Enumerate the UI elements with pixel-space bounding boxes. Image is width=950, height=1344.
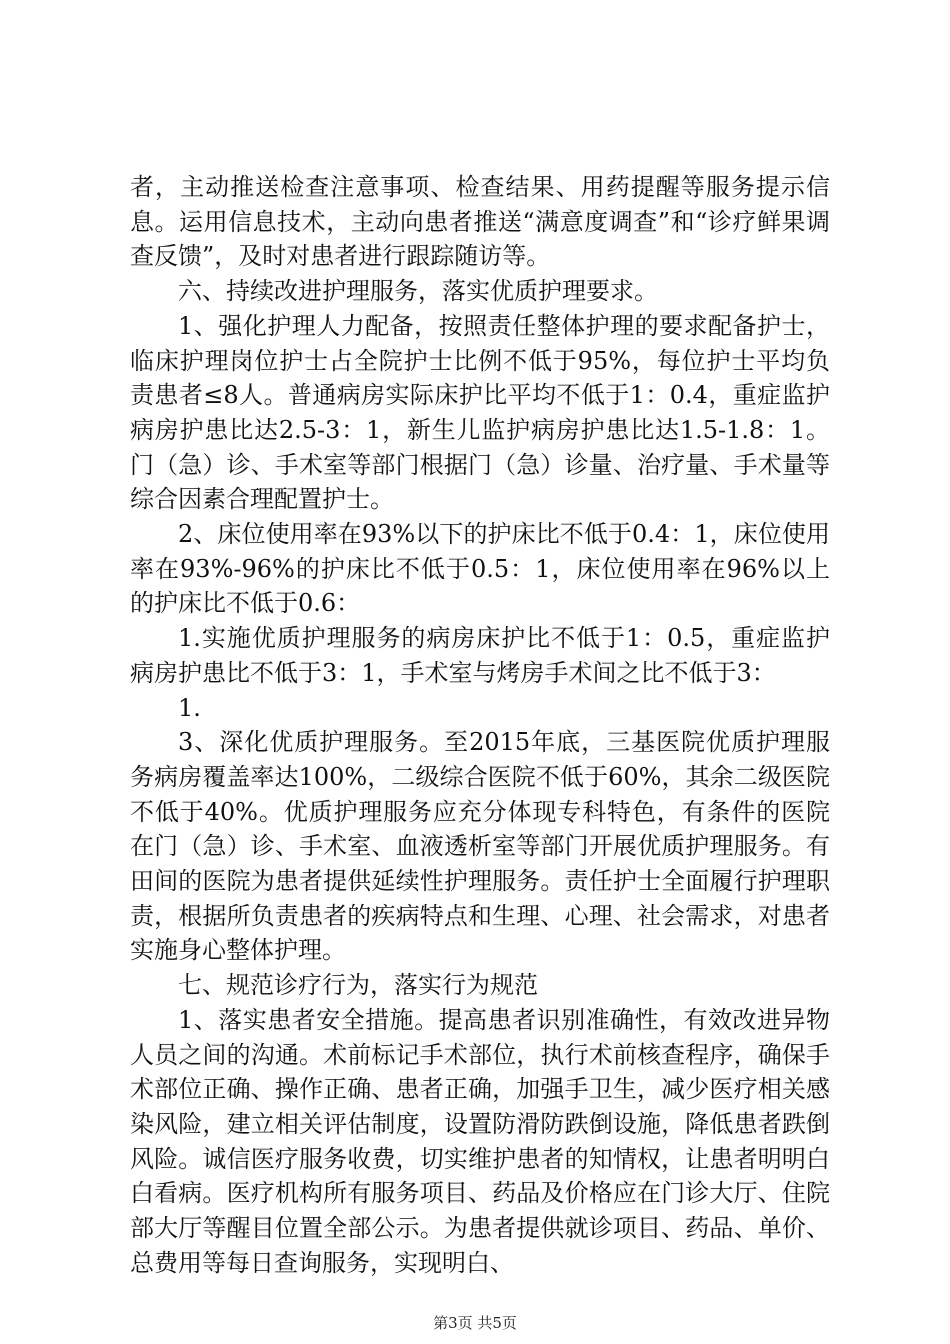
section-heading-7: 七、规范诊疗行为，落实行为规范 (178, 971, 538, 1000)
paragraph-number-marker: 1. (178, 693, 201, 722)
page-number-label: 第3页 共5页 (433, 1314, 517, 1332)
paragraph-bed-ratio: 2、床位使用率在93%以下的护床比不低于0.4：1，床位使用率在93%-96%的护床比不低于0.5：1，床位使用率在96%以上的护床比不低于0.6： (130, 520, 830, 618)
paragraph-patient-safety: 1、落实患者安全措施。提高患者识别准确性，有效改进异物人员之间的沟通。术前标记手术部位，执行术前核查程序，确保手术部位正确、操作正确、患者正确，加强手卫生，减少医疗相关感染风险，建立相关评估制度，设置防滑防跌倒设施，降低患者跌倒风险。诚信医疗服务收费，切实维护患者的知情权，让患者明明白白看病。医疗机构所有服务项目、药品及价格应在门诊大厅、住院部大厅等醒目位置全部公示。为患者提供就诊项目、药品、单价、总费用等每日查询服务，实现明白、 (130, 1005, 830, 1277)
paragraph-ward-ratio: 1.实施优质护理服务的病房床护比不低于1：0.5，重症监护病房护患比不低于3：1，手术室与烤房手术间之比不低于3： (130, 624, 830, 687)
document-body (130, 170, 830, 1281)
paragraph-continuation: 者，主动推送检查注意事项、检查结果、用药提醒等服务提示信息。运用信息技术，主动向患者推送“满意度调查”和“诊疗鲜果调查反馈”，及时对患者进行跟踪随访等。 (130, 173, 830, 271)
paragraph-staffing: 1、强化护理人力配备，按照责任整体护理的要求配备护士，临床护理岗位护士占全院护士比例不低于95%，每位护士平均负责患者≤8人。普通病房实际床护比平均不低于1：0.4，重症监护病房护患比达2.5-3：1，新生儿监护病房护患比达1.5-1.8：1。门（急）诊、手术室等部门根据门（急）诊量、治疗量、手术量等综合因素合理配置护士。 (130, 311, 830, 514)
section-heading-6: 六、持续改进护理服务，落实优质护理要求。 (178, 277, 658, 306)
page-footer (0, 1313, 950, 1333)
paragraph-quality-nursing: 3、深化优质护理服务。至2015年底，三基医院优质护理服务病房覆盖率达100%，二级综合医院不低于60%，其余二级医院不低于40%。优质护理服务应充分体现专科特色，有条件的医院在门（急）诊、手术室、血液透析室等部门开展优质护理服务。有田间的医院为患者提供延续性护理服务。责任护士全面履行护理职责，根据所负责患者的疾病特点和生理、心理、社会需求，对患者实施身心整体护理。 (130, 728, 830, 965)
